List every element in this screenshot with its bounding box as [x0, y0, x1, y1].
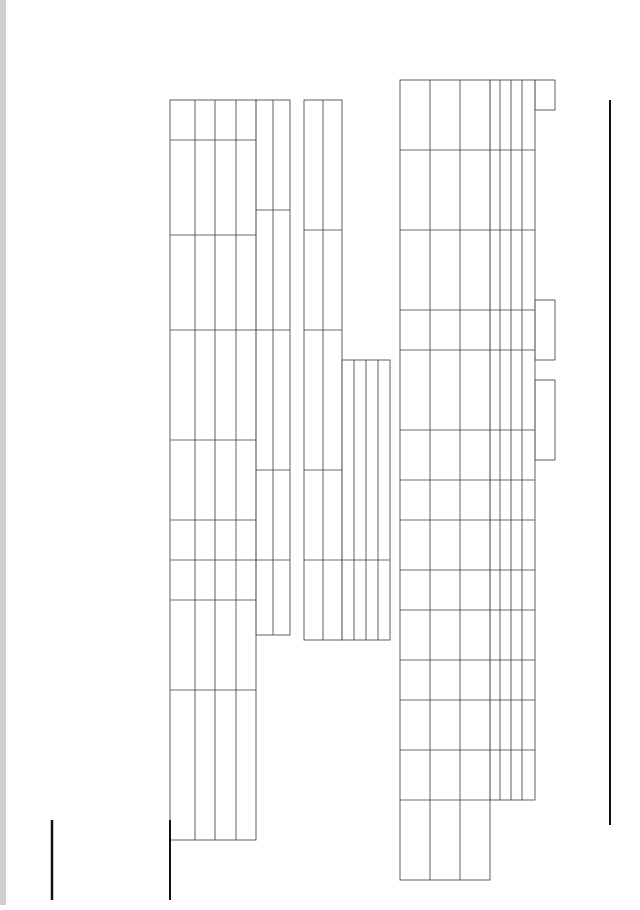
- scan-border: [0, 0, 6, 905]
